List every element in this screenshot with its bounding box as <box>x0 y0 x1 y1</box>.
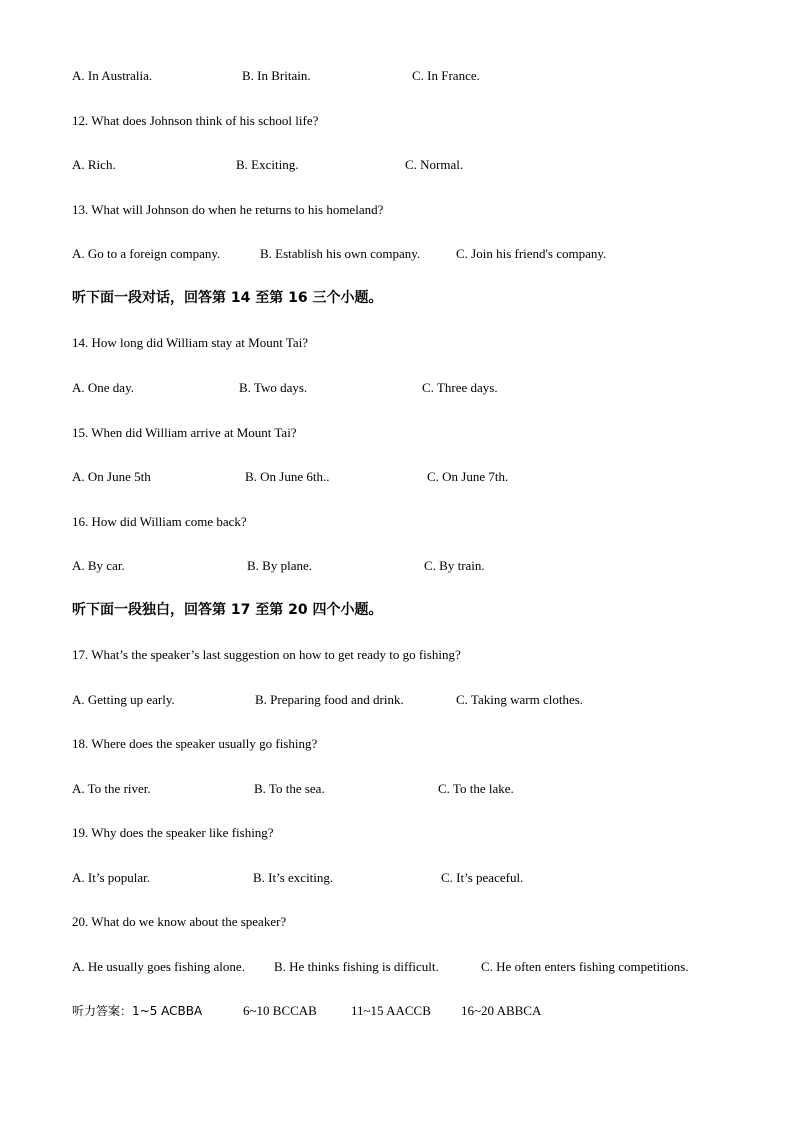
q18-question: 18. Where does the speaker usually go fishing? <box>72 736 318 751</box>
q16-option-b: B. By plane. <box>247 558 312 573</box>
q12-question: 12. What does Johnson think of his school life? <box>72 113 319 128</box>
q16-option-a: A. By car. <box>72 558 125 573</box>
answer-key-group-2: 6~10 BCCAB <box>243 1003 317 1018</box>
q18-option-a: A. To the river. <box>72 781 151 796</box>
q13-option-a: A. Go to a foreign company. <box>72 246 221 261</box>
q15-question: 15. When did William arrive at Mount Tai? <box>72 425 297 440</box>
q19-question: 19. Why does the speaker like fishing? <box>72 825 274 840</box>
q19-option-a: A. It’s popular. <box>72 870 150 885</box>
q14-option-b: B. Two days. <box>239 380 308 395</box>
q15-option-b: B. On June 6th.. <box>245 469 330 484</box>
q18-option-b: B. To the sea. <box>254 781 325 796</box>
q14-option-a: A. One day. <box>72 380 134 395</box>
q19-option-b: B. It’s exciting. <box>253 870 334 885</box>
q17-option-c: C. Taking warm clothes. <box>456 692 584 707</box>
q12-option-b: B. Exciting. <box>236 157 299 172</box>
section-heading-14-16: 听下面一段对话，回答第 14 至第 16 三个小题。 <box>72 290 383 306</box>
answer-key-group-3: 11~15 AACCB <box>351 1003 431 1018</box>
q17-option-a: A. Getting up early. <box>72 692 175 707</box>
q11-option-c: C. In France. <box>412 68 480 83</box>
section-heading-17-20: 听下面一段独白，回答第 17 至第 20 四个小题。 <box>72 602 383 618</box>
q17-option-b: B. Preparing food and drink. <box>255 692 404 707</box>
q11-option-b: B. In Britain. <box>242 68 311 83</box>
q15-option-c: C. On June 7th. <box>427 469 509 484</box>
q16-question: 16. How did William come back? <box>72 514 247 529</box>
q12-option-a: A. Rich. <box>72 157 116 172</box>
q20-option-c: C. He often enters fishing competitions. <box>481 959 689 974</box>
q11-option-a: A. In Australia. <box>72 68 153 83</box>
q13-option-b: B. Establish his own company. <box>260 246 421 261</box>
q14-question: 14. How long did William stay at Mount Tai? <box>72 335 309 350</box>
q12-option-c: C. Normal. <box>405 157 464 172</box>
q16-option-c: C. By train. <box>424 558 485 573</box>
q20-option-b: B. He thinks fishing is difficult. <box>274 959 439 974</box>
answer-key-label: 听力答案：1~5 ACBBA <box>72 1004 203 1018</box>
q13-option-c: C. Join his friend's company. <box>456 246 607 261</box>
q20-option-a: A. He usually goes fishing alone. <box>72 959 245 974</box>
q13-question: 13. What will Johnson do when he returns to his homeland? <box>72 202 384 217</box>
q15-option-a: A. On June 5th <box>72 469 151 484</box>
q18-option-c: C. To the lake. <box>438 781 514 796</box>
q17-question: 17. What’s the speaker’s last suggestion on how to get ready to go fishing? <box>72 647 461 662</box>
q20-question: 20. What do we know about the speaker? <box>72 914 287 929</box>
q19-option-c: C. It’s peaceful. <box>441 870 524 885</box>
q14-option-c: C. Three days. <box>422 380 498 395</box>
answer-key-group-4: 16~20 ABBCA <box>461 1003 542 1018</box>
